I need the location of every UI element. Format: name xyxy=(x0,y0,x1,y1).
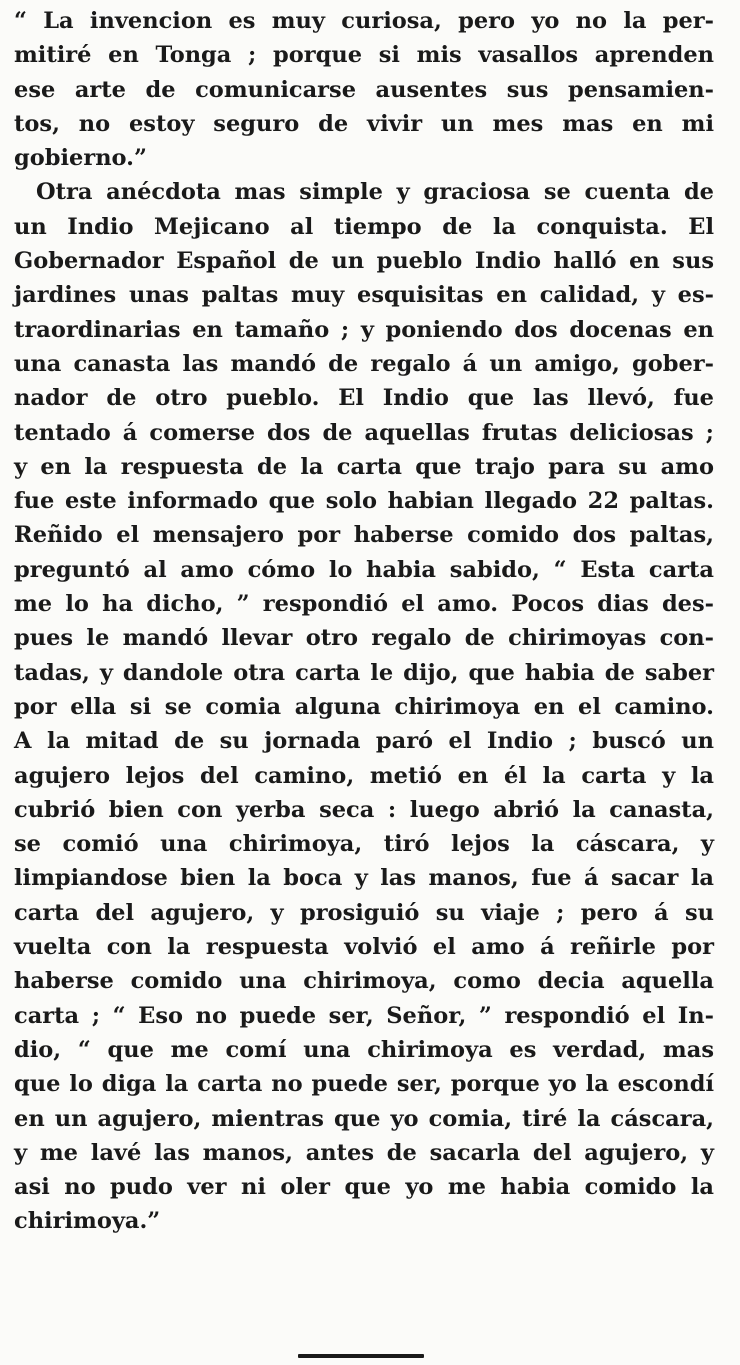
text-line: en un agujero, mientras que yo comia, tiré la cáscara, xyxy=(14,1105,714,1132)
text-line: nador de otro pueblo. El Indio que las llevó, fue xyxy=(14,385,714,412)
section-divider-rule xyxy=(298,1354,424,1358)
text-line: traordinarias en tamaño ; y poniendo dos docenas en xyxy=(14,316,714,343)
text-line: carta del agujero, y prosiguió su viaje ; pero á su xyxy=(14,899,714,926)
text-line: me lo ha dicho, ” respondió el amo. Pocos dias des- xyxy=(14,591,714,618)
text-line: chirimoya.” xyxy=(14,1208,161,1235)
text-line: jardines unas paltas muy esquisitas en calidad, y es- xyxy=(14,282,714,309)
text-line: y me lavé las manos, antes de sacarla del agujero, y xyxy=(14,1139,714,1166)
text-line: haberse comido una chirimoya, como decia aquella xyxy=(14,968,714,995)
text-line: que lo diga la carta no puede ser, porque yo la escondí xyxy=(14,1071,714,1098)
text-line: fue este informado que solo habian llegado 22 paltas. xyxy=(14,488,714,515)
text-line: ese arte de comunicarse ausentes sus pensamien- xyxy=(14,76,714,103)
text-line: limpiandose bien la boca y las manos, fue á sacar la xyxy=(14,865,714,892)
text-line: tentado á comerse dos de aquellas frutas deliciosas ; xyxy=(14,419,714,446)
text-line: pues le mandó llevar otro regalo de chirimoyas con- xyxy=(14,625,714,652)
text-line: cubrió bien con yerba seca : luego abrió la canasta, xyxy=(14,796,714,823)
text-line: dio, “ que me comí una chirimoya es verdad, mas xyxy=(14,1036,714,1063)
text-line: tos, no estoy seguro de vivir un mes mas en mi xyxy=(14,110,714,137)
text-line: A la mitad de su jornada paró el Indio ; buscó un xyxy=(14,728,714,755)
text-line: y en la respuesta de la carta que trajo para su amo xyxy=(14,453,714,480)
text-line: un Indio Mejicano al tiempo de la conquista. El xyxy=(14,213,714,240)
body-text xyxy=(14,4,714,1239)
text-line: agujero lejos del camino, metió en él la carta y la xyxy=(14,762,714,789)
text-line: asi no pudo ver ni oler que yo me habia comido la xyxy=(14,1174,714,1201)
text-line: tadas, y dandole otra carta le dijo, que habia de saber xyxy=(14,659,714,686)
text-line: gobierno.” xyxy=(14,145,147,172)
text-line: “ La invencion es muy curiosa, pero yo no la per- xyxy=(14,8,714,34)
text-line: mitiré en Tonga ; porque si mis vasallos aprenden xyxy=(14,42,714,69)
text-line: Reñido el mensajero por haberse comido dos paltas, xyxy=(14,522,714,549)
text-line: preguntó al amo cómo lo habia sabido, “ Esta carta xyxy=(14,556,714,583)
text-line: se comió una chirimoya, tiró lejos la cáscara, y xyxy=(14,831,714,858)
text-line: una canasta las mandó de regalo á un amigo, gober- xyxy=(14,350,714,377)
text-line: por ella si se comia alguna chirimoya en el camino. xyxy=(14,693,714,720)
text-line: Otra anécdota mas simple y graciosa se cuenta de xyxy=(36,179,714,206)
text-line: vuelta con la respuesta volvió el amo á reñirle por xyxy=(14,934,714,961)
text-line: Gobernador Español de un pueblo Indio halló en sus xyxy=(14,248,714,275)
text-line: carta ; “ Eso no puede ser, Señor, ” respondió el In- xyxy=(14,1002,714,1029)
